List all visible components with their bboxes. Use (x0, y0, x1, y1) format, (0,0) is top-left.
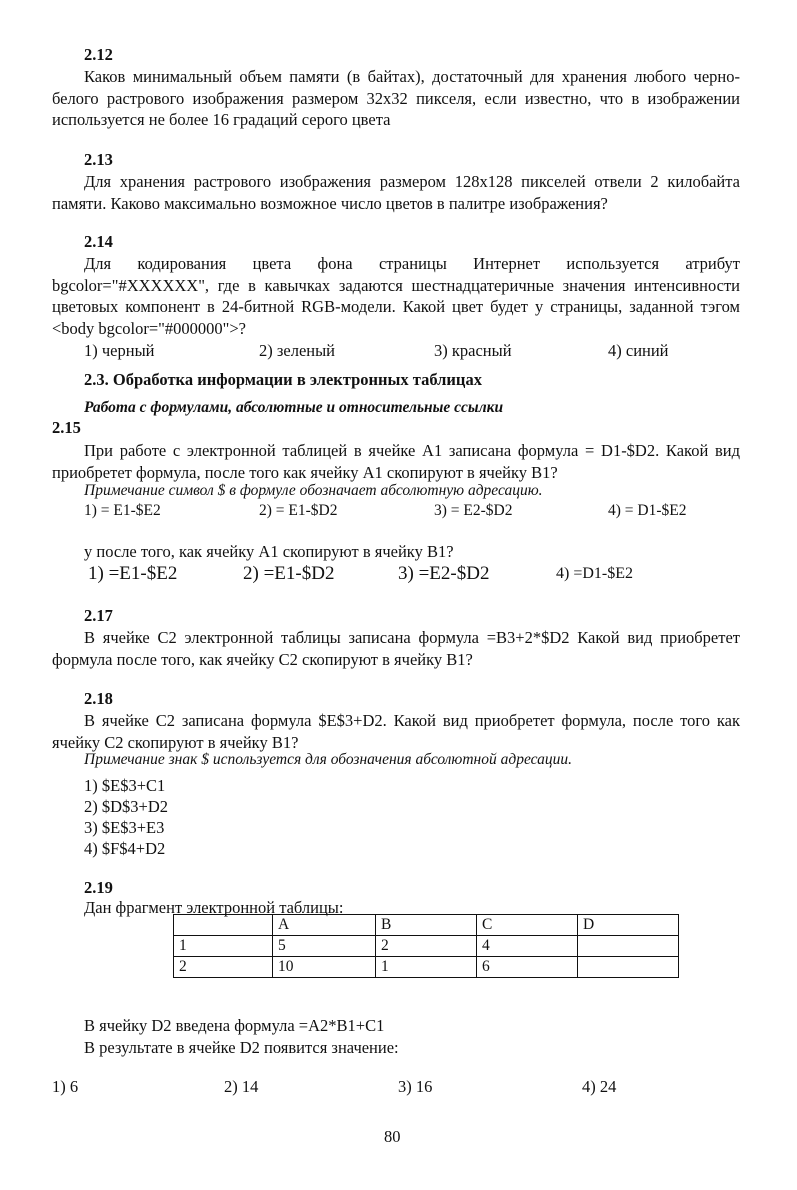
answer-option: 4) $F$4+D2 (84, 839, 166, 858)
table-cell: 1 (174, 936, 273, 957)
answer-option: 3) 16 (398, 1077, 433, 1096)
question-note-2-18: Примечание знак $ используется для обозначения абсолютной адресации. (84, 751, 572, 768)
table-cell: 5 (273, 936, 376, 957)
question-text-2-15: При работе с электронной таблицей в ячейке А1 записана формула = D1-$D2. Какой вид приобретет формула, после того как ячейку А1 скопируют в ячейку В1? (52, 441, 740, 482)
table-cell: 2 (376, 936, 477, 957)
question-intro-2-19: Дан фрагмент электронной таблицы: (84, 898, 344, 917)
table-cell (578, 936, 679, 957)
answer-option: 3) =Е2-$D2 (398, 563, 490, 584)
question-number-2-13: 2.13 (84, 150, 113, 169)
question-number-2-14: 2.14 (84, 232, 113, 251)
table-header-cell: C (477, 915, 578, 936)
answer-option: 2) $D$3+D2 (84, 797, 169, 816)
answer-option: 2) = Е1-$D2 (259, 502, 338, 519)
table-row (174, 936, 679, 957)
question-number-2-19: 2.19 (84, 878, 113, 897)
section-title: 2.3. Обработка информации в электронных таблицах (84, 370, 482, 389)
answer-option: 1) 6 (52, 1077, 79, 1096)
table-header-cell: B (376, 915, 477, 936)
table-cell: 6 (477, 957, 578, 978)
answer-option: 1) черный (84, 341, 155, 360)
question-number-2-17: 2.17 (84, 606, 113, 625)
answer-option: 3) красный (434, 341, 512, 360)
table-cell: 2 (174, 957, 273, 978)
table-cell: 1 (376, 957, 477, 978)
answer-options-2-18 (84, 775, 168, 859)
answer-option: 4) синий (608, 341, 669, 360)
question-note-2-15: Примечание символ $ в формуле обозначает абсолютную адресацию. (84, 482, 543, 499)
table-row (174, 957, 679, 978)
answer-option: 4) = D1-$Е2 (608, 502, 687, 519)
answer-option: 3) = Е2-$D2 (434, 502, 513, 519)
answer-option: 1) = Е1-$Е2 (84, 502, 161, 519)
table-header-cell: A (273, 915, 376, 936)
question-formula-text-2-19: В ячейку D2 введена формула =А2*В1+С1 (84, 1016, 385, 1035)
table-cell (174, 915, 273, 936)
answer-option: 4) 24 (582, 1077, 617, 1096)
answer-option: 1) $Е$3+С1 (84, 776, 166, 795)
table-cell (578, 957, 679, 978)
spreadsheet-fragment-table (173, 914, 679, 978)
section-subtitle: Работа с формулами, абсолютные и относительные ссылки (84, 399, 504, 416)
answer-option: 3) $Е$3+Е3 (84, 818, 165, 837)
answer-option: 2) =Е1-$D2 (243, 563, 335, 584)
page-number: 80 (384, 1127, 401, 1146)
question-number-2-15: 2.15 (52, 418, 81, 437)
question-number-2-18: 2.18 (84, 689, 113, 708)
table-header-cell: D (578, 915, 679, 936)
question-repeat-text-2-15: у после того, как ячейку А1 скопируют в ячейку В1? (84, 542, 454, 561)
answer-option: 2) 14 (224, 1077, 259, 1096)
question-text-2-13: Для хранения растрового изображения размером 128х128 пикселей отвели 2 килобайта памяти. Каково максимально возможное число цветов в палитре изображения? (52, 172, 740, 213)
question-result-text-2-19: В результате в ячейке D2 появится значение: (84, 1038, 399, 1057)
question-text-2-14: Для кодирования цвета фона страницы Интернет используется атрибут bgcolor="#XXXXXX", где в кавычках задаются шестнадцатеричные значения интенсивности цветовых компонент в 24-битной RGB-модели. Какой цвет будет у страницы, заданной тэгом <body bgcolor="#000000">? (52, 254, 740, 338)
question-number-2-12: 2.12 (84, 45, 113, 64)
table-header-row (174, 915, 679, 936)
answer-option: 2) зеленый (259, 341, 336, 360)
table-cell: 10 (273, 957, 376, 978)
question-text-2-12: Каков минимальный объем памяти (в байтах), достаточный для хранения любого черно-белого растрового изображения размером 32х32 пикселя, если известно, что в изображении используется не более 16 градаций серого цвета (52, 67, 740, 129)
answer-option: 1) =Е1-$Е2 (88, 563, 178, 584)
question-text-2-17: В ячейке С2 электронной таблицы записана формула =В3+2*$D2 Какой вид приобретет формула после того, как ячейку С2 скопируют в ячейку В1? (52, 628, 740, 669)
question-text-2-18: В ячейке С2 записана формула $Е$3+D2. Какой вид приобретет формула, после того как ячейку С2 скопируют в ячейку В1? (52, 711, 740, 752)
answer-option: 4) =D1-$Е2 (556, 565, 634, 582)
table-cell: 4 (477, 936, 578, 957)
